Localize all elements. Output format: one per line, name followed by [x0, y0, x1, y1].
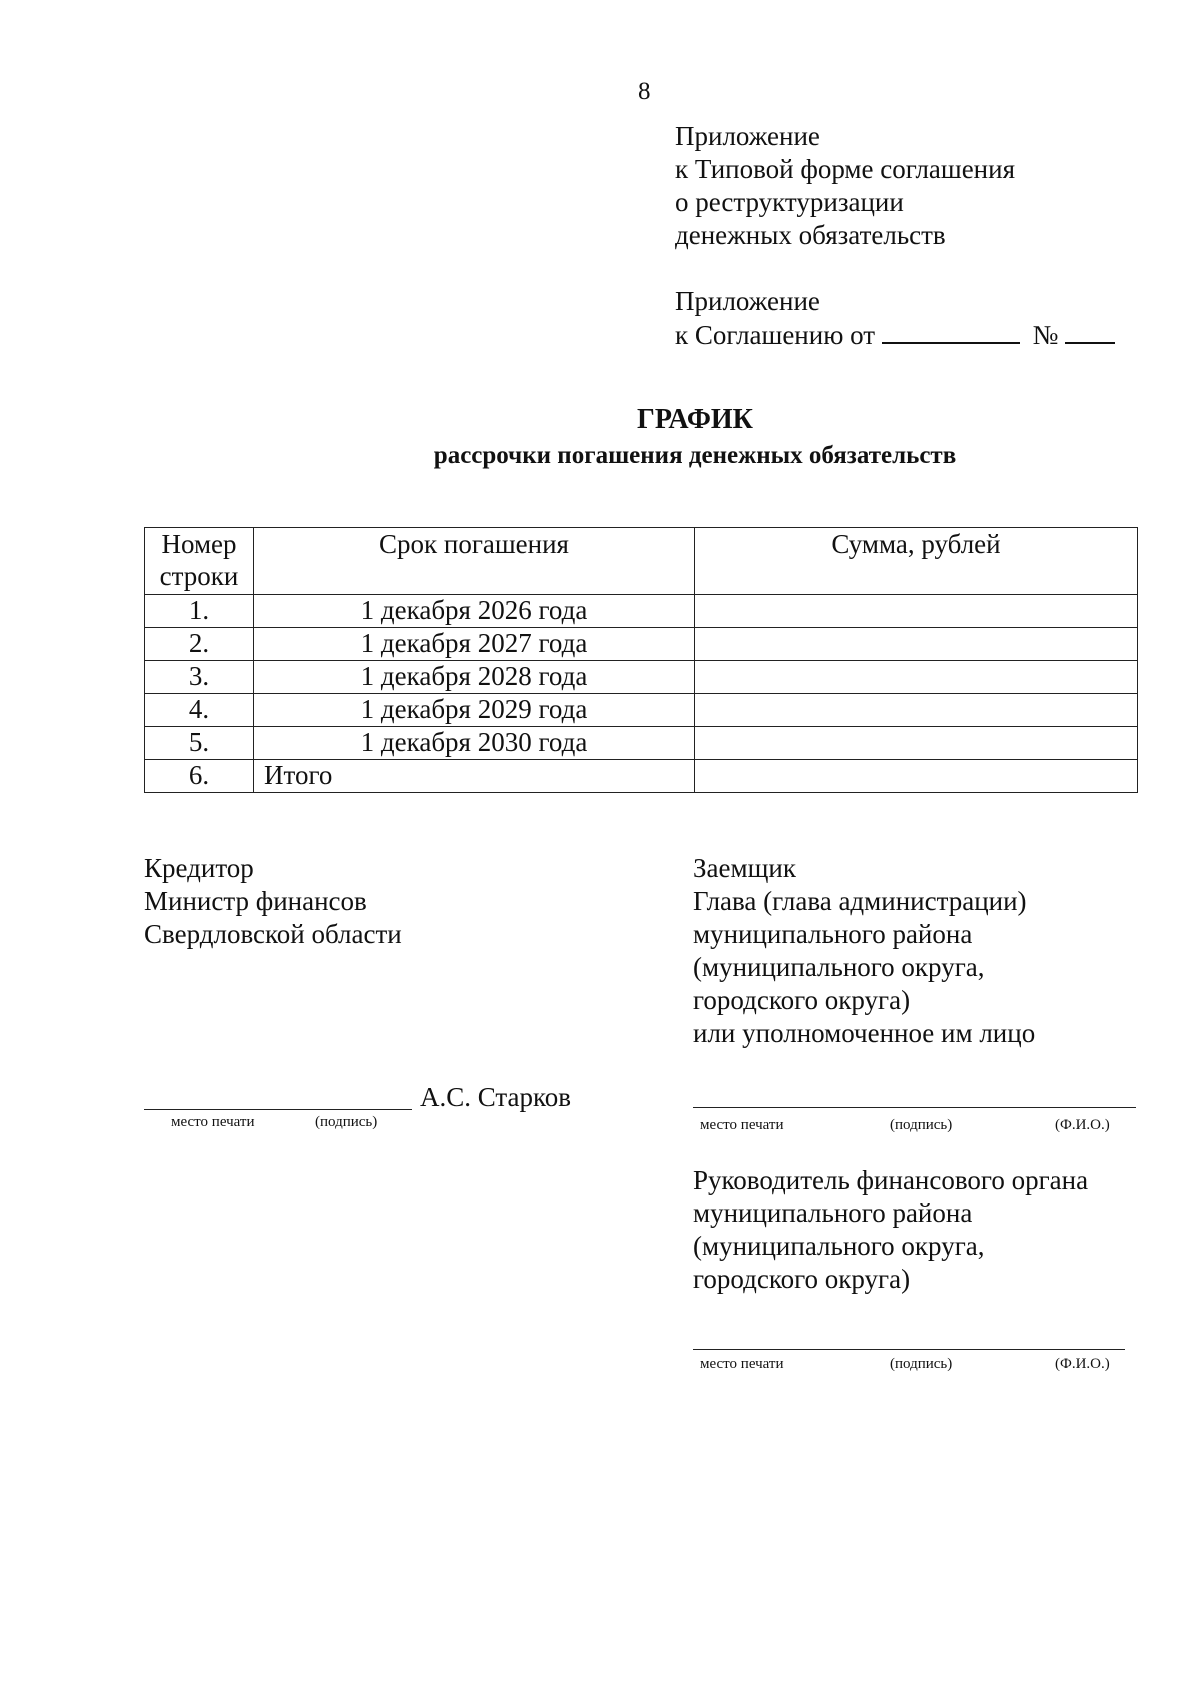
creditor-signature-caption: (подпись): [315, 1114, 378, 1130]
borrower-line: Глава (глава администрации): [693, 886, 1027, 916]
page-number: 8: [638, 78, 651, 105]
row-number: 4.: [145, 694, 254, 727]
borrower-name-caption: (Ф.И.О.): [1055, 1117, 1110, 1133]
creditor-role: Кредитор: [144, 853, 254, 883]
appendix-line: о реструктуризации: [675, 187, 904, 217]
creditor-signature-line: [144, 1109, 412, 1110]
creditor-position: Министр финансов: [144, 886, 367, 916]
borrower-stamp-caption: место печати: [700, 1117, 784, 1133]
row-due-date: 1 декабря 2030 года: [254, 727, 695, 760]
finance-head-block: [693, 1164, 1088, 1296]
appendix-line: денежных обязательств: [675, 220, 946, 250]
borrower-line: (муниципального округа,: [693, 952, 985, 982]
borrower-line: муниципального района: [693, 919, 973, 949]
header-due-date: Срок погашения: [254, 528, 695, 595]
document-title: ГРАФИК: [637, 404, 753, 435]
row-due-date: 1 декабря 2029 года: [254, 694, 695, 727]
finance-head-stamp-caption: место печати: [700, 1356, 784, 1372]
row-number: 5.: [145, 727, 254, 760]
row-due-date: 1 декабря 2027 года: [254, 628, 695, 661]
finance-head-name-caption: (Ф.И.О.): [1055, 1356, 1110, 1372]
row-amount: [695, 661, 1138, 694]
table-row: [145, 661, 1138, 694]
table-row: [145, 595, 1138, 628]
creditor-block: [144, 852, 402, 951]
row-number: 2.: [145, 628, 254, 661]
agreement-date-blank: [882, 318, 1020, 344]
row-amount: [695, 760, 1138, 793]
agreement-header: [675, 285, 1115, 352]
schedule-table: [144, 527, 1138, 793]
row-total-label: Итого: [254, 760, 695, 793]
table-header-row: [145, 528, 1138, 595]
row-amount: [695, 727, 1138, 760]
finance-head-signature-line: [693, 1349, 1125, 1350]
header-amount: Сумма, рублей: [695, 528, 1138, 595]
row-number: 6.: [145, 760, 254, 793]
finance-head-signature-caption: (подпись): [890, 1356, 953, 1372]
borrower-signature-caption: (подпись): [890, 1117, 953, 1133]
agreement-number-blank: [1065, 318, 1115, 344]
row-amount: [695, 628, 1138, 661]
borrower-block: [693, 852, 1035, 1050]
row-due-date: 1 декабря 2028 года: [254, 661, 695, 694]
borrower-signature-line: [693, 1107, 1136, 1108]
appendix-header: [675, 120, 1015, 252]
finance-head-line: муниципального района: [693, 1198, 973, 1228]
agreement-ref-prefix: к Соглашению от: [675, 320, 876, 350]
table-row: [145, 628, 1138, 661]
table-row: [145, 727, 1138, 760]
creditor-signatory-name: А.С. Старков: [420, 1082, 572, 1112]
header-number: Номер строки: [145, 528, 254, 595]
agreement-header-title: Приложение: [675, 286, 820, 316]
row-number: 3.: [145, 661, 254, 694]
row-amount: [695, 595, 1138, 628]
finance-head-line: (муниципального округа,: [693, 1231, 985, 1261]
finance-head-line: Руководитель финансового органа: [693, 1165, 1089, 1195]
table-row: [145, 694, 1138, 727]
row-amount: [695, 694, 1138, 727]
document-subtitle: рассрочки погашения денежных обязательств: [433, 442, 957, 469]
borrower-line: городского округа): [693, 985, 911, 1015]
creditor-stamp-caption: место печати: [171, 1114, 255, 1130]
borrower-role: Заемщик: [693, 853, 796, 883]
appendix-line: к Типовой форме соглашения: [675, 154, 1015, 184]
table-row-total: [145, 760, 1138, 793]
appendix-line: Приложение: [675, 121, 820, 151]
finance-head-line: городского округа): [693, 1264, 911, 1294]
row-due-date: 1 декабря 2026 года: [254, 595, 695, 628]
number-sign: №: [1032, 320, 1059, 350]
agreement-header-ref: [675, 318, 1115, 352]
borrower-line: или уполномоченное им лицо: [693, 1018, 1036, 1048]
row-number: 1.: [145, 595, 254, 628]
creditor-region: Свердловской области: [144, 919, 402, 949]
